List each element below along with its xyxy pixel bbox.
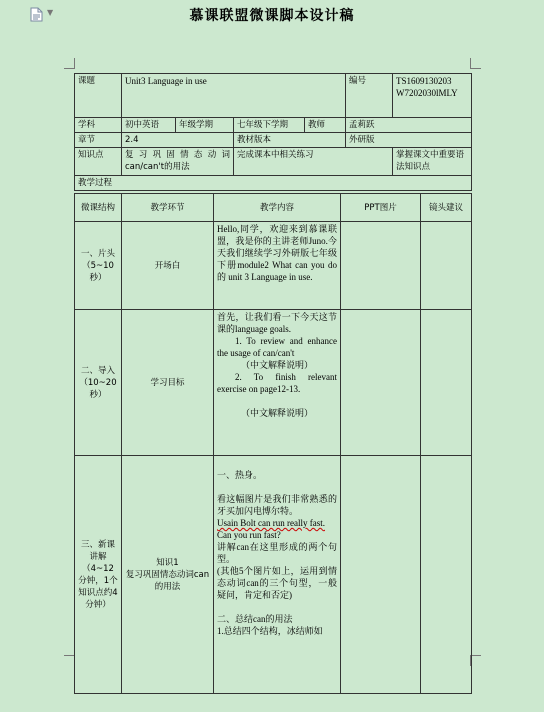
- header-ppt: PPT图片: [341, 194, 421, 222]
- task-value[interactable]: 完成课本中相关练习: [234, 148, 393, 176]
- teacher-value[interactable]: 孟莉跃: [346, 118, 472, 133]
- header-structure: 微课结构: [75, 194, 122, 222]
- label-code: 编号: [346, 74, 393, 118]
- process-table: [74, 193, 472, 694]
- topic-value[interactable]: Unit3 Language in use: [122, 74, 346, 118]
- margin-mark-top-left: [64, 58, 75, 69]
- label-term: 年级学期: [176, 118, 234, 133]
- knowledge-value[interactable]: 复习巩固情态动词can/can't的用法: [122, 148, 234, 176]
- header-camera: 镜头建议: [421, 194, 472, 222]
- content-cell[interactable]: Hello,同学，欢迎来到慕课联盟，我是你的主讲老师Juno.今天我们继续学习外研版七年级下册module2 What can you do 的 unit 3 Language in use.: [214, 222, 341, 310]
- label-teacher: 教师: [305, 118, 346, 133]
- ppt-cell[interactable]: [341, 222, 421, 310]
- label-subject: 学科: [75, 118, 122, 133]
- page-title: 慕课联盟微课脚本设计稿: [189, 8, 355, 24]
- structure-cell[interactable]: 一、片头 （5~10秒）: [75, 222, 122, 310]
- camera-cell[interactable]: [421, 456, 472, 694]
- content-cell[interactable]: 首先，让我们看一下今天这节课的language goals. 1. To review and enhance the usage of can/can't （中文解释说明） 2. To finish relevant exercise on page12-13. （中文解释说明）: [214, 310, 341, 456]
- table-row: [75, 456, 472, 694]
- camera-cell[interactable]: [421, 310, 472, 456]
- camera-cell[interactable]: [421, 222, 472, 310]
- code-value[interactable]: TS1609130203 W7202030lMLY: [393, 74, 472, 118]
- label-textbook: 教材版本: [234, 133, 346, 148]
- structure-cell[interactable]: 二、导入 （10~20秒）: [75, 310, 122, 456]
- subject-value[interactable]: 初中英语: [122, 118, 176, 133]
- info-table: [74, 73, 472, 191]
- structure-cell[interactable]: 三、新课讲解 （4~12分钟，1个知识点约4分钟）: [75, 456, 122, 694]
- step-cell[interactable]: 开场白: [122, 222, 214, 310]
- chapter-value[interactable]: 2.4: [122, 133, 234, 148]
- term-value[interactable]: 七年级下学期: [234, 118, 305, 133]
- header-content: 教学内容: [214, 194, 341, 222]
- textbook-value[interactable]: 外研版: [346, 133, 472, 148]
- focus-value[interactable]: 掌握课文中重要语法知识点: [393, 148, 472, 176]
- step-cell[interactable]: 知识1 复习巩固情态动词can的用法: [122, 456, 214, 694]
- margin-mark-top-right: [470, 58, 481, 69]
- label-knowledge: 知识点: [75, 148, 122, 176]
- content-cell[interactable]: 一、热身。 看这幅图片是我们非常熟悉的牙买加闪电博尔特。 Usain Bolt can run really fast. Can you run fast? 讲解can在这里形成的两个句型。 (其他5个图片如上，运用到情态动词can的三个句型，一般疑问，肯定和否定) 二、总结can的用法 1.总结四个结构，冰结师如: [214, 456, 341, 694]
- ppt-cell[interactable]: [341, 310, 421, 456]
- step-cell[interactable]: 学习目标: [122, 310, 214, 456]
- header-step: 教学环节: [122, 194, 214, 222]
- label-chapter: 章节: [75, 133, 122, 148]
- label-topic: 课题: [75, 74, 122, 118]
- table-row: [75, 310, 472, 456]
- chevron-down-icon[interactable]: ▼: [47, 8, 54, 17]
- table-row: [75, 222, 472, 310]
- ppt-cell[interactable]: [341, 456, 421, 694]
- label-process: 教学过程: [75, 176, 472, 191]
